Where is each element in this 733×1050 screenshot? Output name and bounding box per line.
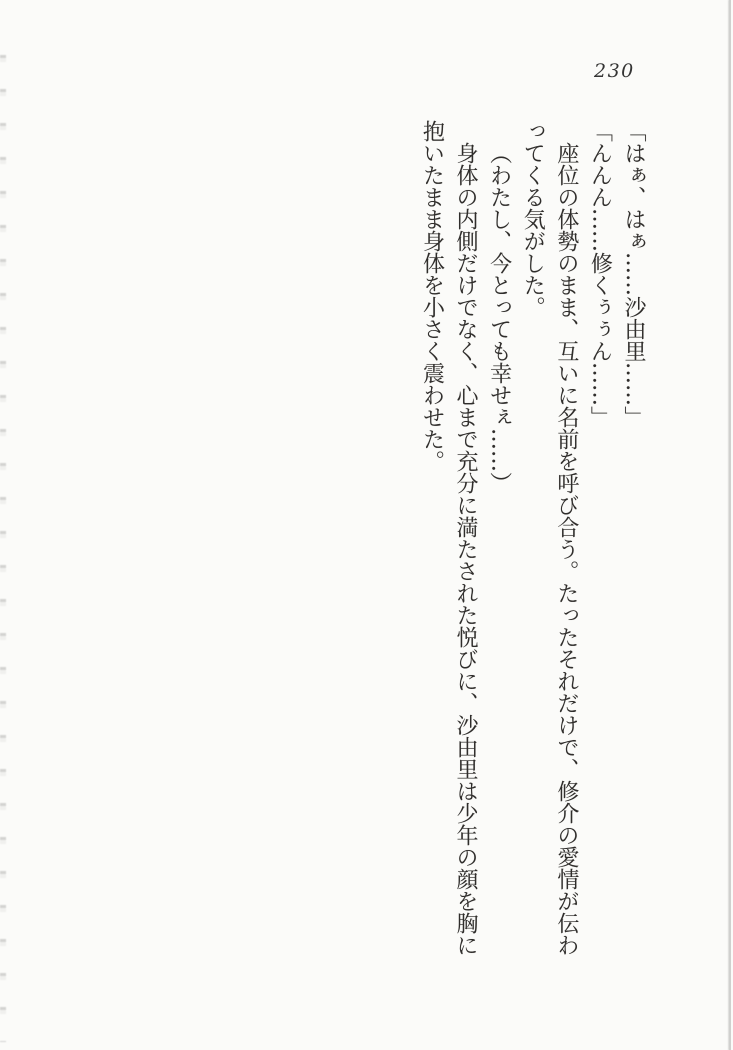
page-edge-shadow [729,0,731,1050]
text-line: 「はぁ、はぁ……沙由里……」 [621,120,646,428]
page-number: 230 [594,60,635,82]
text-line: ってくる気がした。 [520,120,546,318]
text-line: （わたし、今とっても幸せぇ……） [486,142,512,494]
text-block [415,120,650,960]
text-line: 座位の体勢のまま、互いに名前を呼び合う。たったそれだけで、修介の愛情が伝わ [553,142,579,956]
text-line: 身体の内側だけでなく、心まで充分に満たされた悦びに、沙由里は少年の顔を胸に [453,142,479,956]
left-edge-scan-artifacts [0,55,6,1042]
text-line: 抱いたまま身体を小さく震わせた。 [419,120,445,472]
text-line: 「んんん……修くぅぅん……」 [587,120,613,428]
